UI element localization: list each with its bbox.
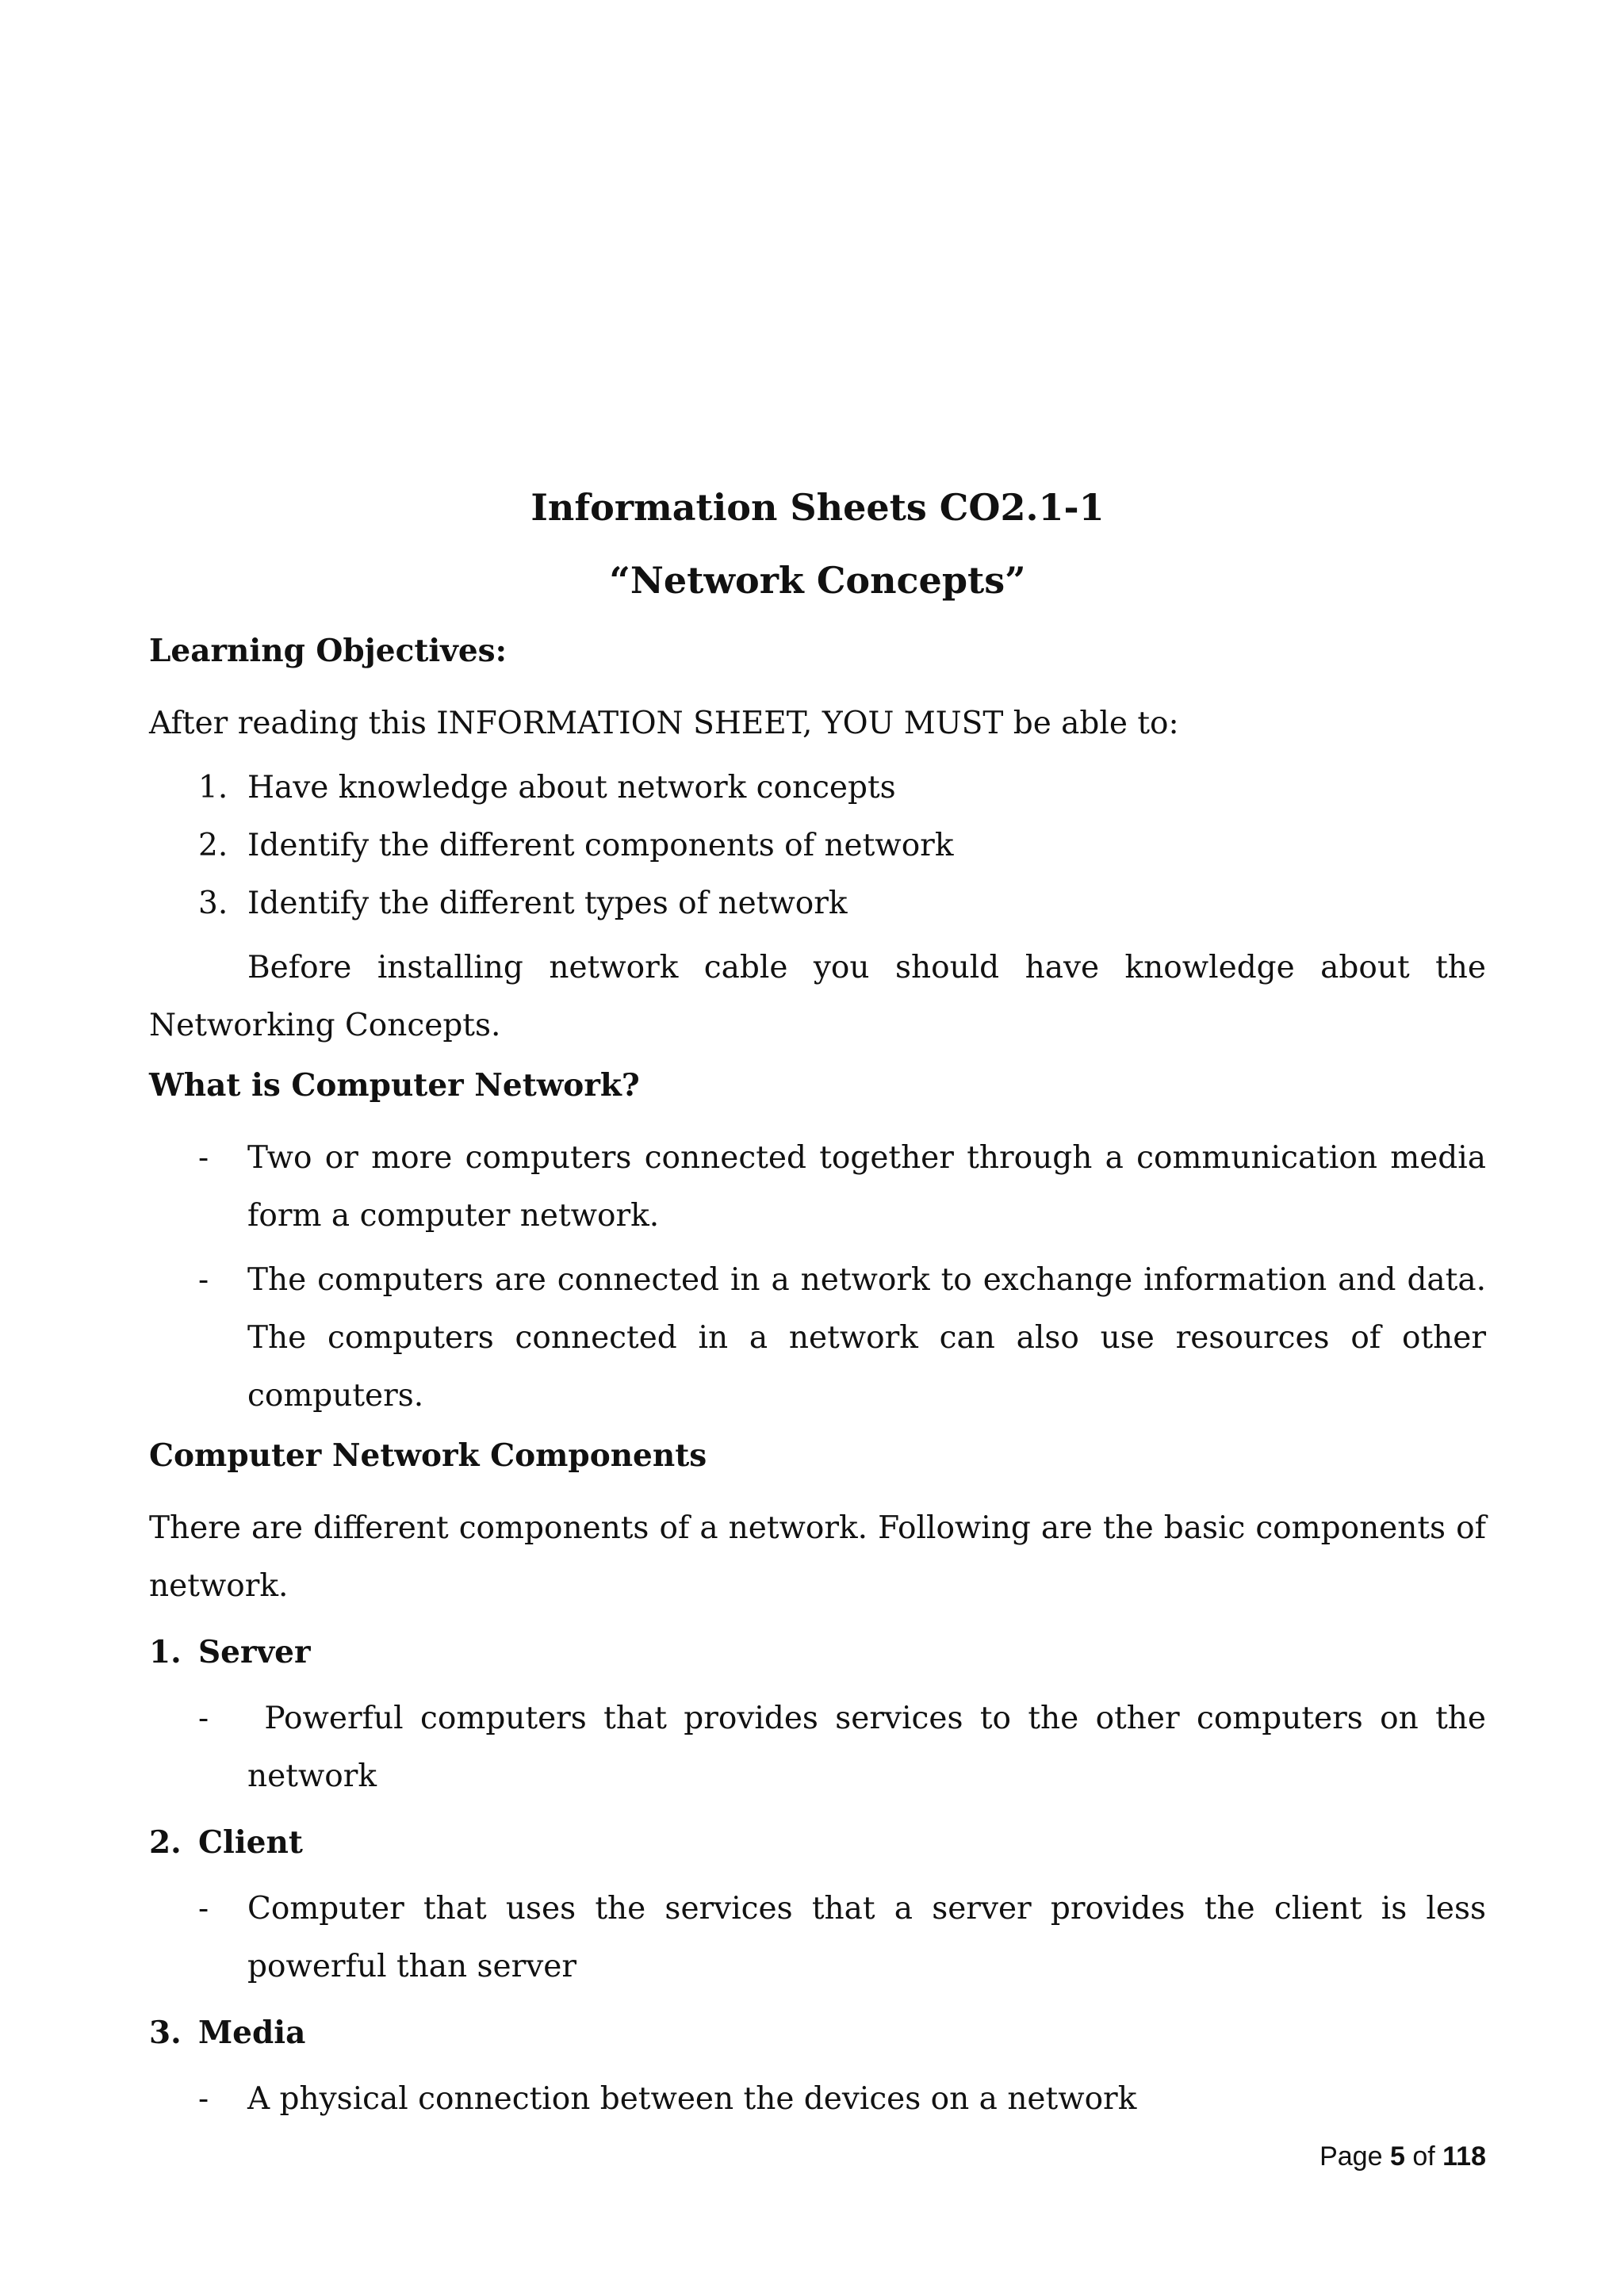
of-label: of [1412, 2141, 1435, 2172]
list-item-number: 2. [198, 828, 228, 863]
component-heading-server [149, 1632, 1486, 1672]
list-item [149, 1251, 1486, 1425]
dash-bullet: - [198, 1140, 209, 1176]
list-item-text: A physical connection between the devices on a network [247, 2081, 1137, 2117]
list-item [149, 1689, 1496, 1805]
intro-paragraph: After reading this INFORMATION SHEET, YOU MUST be able to: [149, 706, 1179, 741]
what-is-heading: What is Computer Network? [149, 1067, 640, 1104]
dash-bullet: - [198, 1262, 209, 1298]
component-name: Media [198, 2015, 306, 2051]
component-heading-client [149, 1823, 1486, 1862]
list-item [149, 1880, 1486, 1996]
list-item-text: Computer that uses the services that a server provides the client is less powerful than server [247, 1891, 1486, 1984]
list-item-text: Identify the different types of network [247, 886, 848, 921]
document-subtitle: “Network Concepts” [609, 559, 1026, 602]
page-current: 5 [1389, 2141, 1405, 2172]
page-total: 118 [1442, 2141, 1486, 2172]
dash-bullet: - [198, 2081, 209, 2117]
components-heading: Computer Network Components [149, 1437, 707, 1474]
before-paragraph: Before installing network cable you should have knowledge about the Networking Concepts. [149, 950, 1486, 1043]
components-intro-paragraph: There are different components of a network. Following are the basic components of network. [149, 1510, 1486, 1604]
list-item-text: Two or more computers connected together through a communication media form a computer network. [247, 1140, 1486, 1234]
component-desc-list [149, 1880, 1486, 1996]
dash-bullet: - [198, 1891, 209, 1927]
document-title: Information Sheets CO2.1-1 [530, 486, 1105, 529]
component-desc-list [149, 1689, 1496, 1805]
list-item-text: Powerful computers that provides services to the other computers on the network [247, 1701, 1496, 1794]
what-is-list [149, 1129, 1486, 1425]
component-desc-list [149, 2070, 1486, 2128]
list-item-number: 3. [198, 886, 228, 921]
component-name: Client [198, 1824, 303, 1861]
component-number: 3. [149, 2015, 182, 2051]
dash-bullet: - [198, 1701, 209, 1736]
list-item [149, 874, 1486, 932]
list-item [149, 2070, 1486, 2128]
list-item-number: 1. [198, 770, 228, 806]
list-item-text: Identify the different components of network [247, 828, 954, 863]
list-item [149, 1129, 1486, 1245]
learning-objectives-heading: Learning Objectives: [149, 633, 507, 669]
list-item-text: Have knowledge about network concepts [247, 770, 896, 806]
list-item-text: The computers are connected in a network to exchange information and data. The computers connected in a network can also use resources of other computers. [247, 1262, 1486, 1414]
list-item [149, 817, 1486, 874]
component-name: Server [198, 1634, 311, 1670]
document-content [149, 485, 1496, 2134]
component-number: 2. [149, 1824, 182, 1861]
component-heading-media [149, 2013, 1486, 2053]
objectives-list [149, 759, 1486, 932]
list-item [149, 759, 1486, 817]
page-number-footer [1320, 2141, 1486, 2172]
page-label: Page [1320, 2141, 1383, 2172]
component-number: 1. [149, 1634, 182, 1670]
